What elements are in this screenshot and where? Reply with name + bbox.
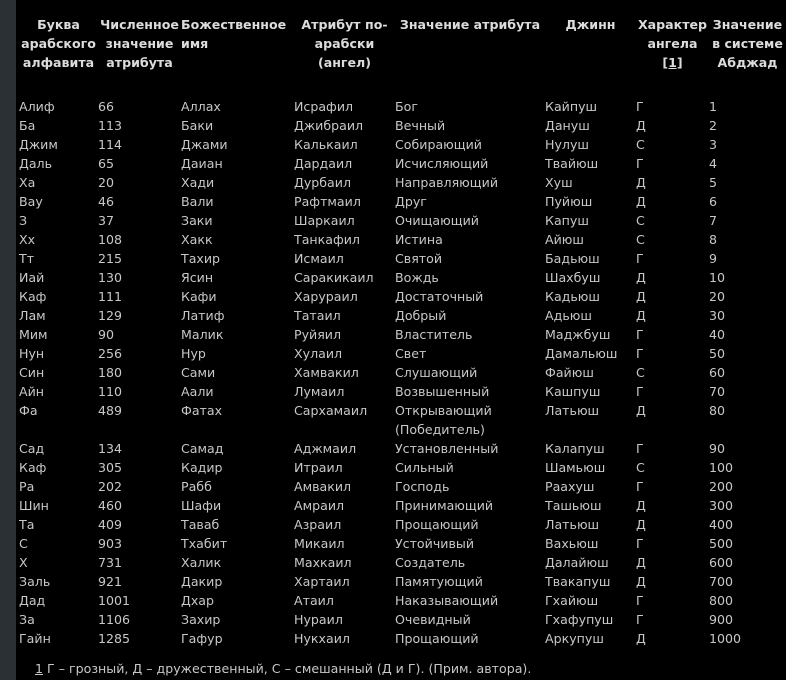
cell-jinn: Твайюш (545, 156, 599, 171)
cell-letter: Син (19, 365, 45, 380)
table-row (19, 610, 786, 629)
cell-character: С (636, 213, 645, 228)
cell-abjad: 2 (709, 118, 718, 133)
cell-attribute-arabic: Азраил (294, 517, 342, 532)
cell-divine-name: Самад (181, 441, 224, 456)
cell-numeric: 921 (98, 574, 123, 589)
table-row (19, 116, 786, 135)
cell-character: Д (636, 555, 646, 570)
cell-meaning: Свет (395, 346, 427, 361)
cell-abjad: 90 (709, 441, 726, 456)
header-abjad: Значение в системе Абджад (712, 17, 783, 70)
cell-meaning: Властитель (395, 327, 473, 342)
cell-abjad: 1000 (709, 631, 742, 646)
cell-divine-name: Ясин (181, 270, 214, 285)
cell-character: Д (636, 118, 646, 133)
cell-attribute-arabic: Лумаил (294, 384, 345, 399)
table-row (19, 515, 786, 534)
cell-meaning: Вождь (395, 270, 439, 285)
cell-jinn: Бадьюш (545, 251, 600, 266)
cell-divine-name: Гафур (181, 631, 223, 646)
cell-numeric: 134 (98, 441, 123, 456)
cell-divine-name: Шафи (181, 498, 222, 513)
table-row (19, 249, 786, 268)
cell-divine-name: Кадир (181, 460, 223, 475)
cell-character: Г (636, 251, 644, 266)
cell-attribute-arabic: Хартаил (294, 574, 350, 589)
cell-divine-name: Захир (181, 612, 221, 627)
cell-meaning: Сильный (395, 460, 454, 475)
header-character (636, 15, 709, 97)
cell-character: Г (636, 441, 644, 456)
cell-character: С (636, 137, 645, 152)
cell-attribute-arabic: Дардаил (294, 156, 353, 171)
cell-jinn: Дануш (545, 118, 590, 133)
cell-numeric: 215 (98, 251, 123, 266)
cell-attribute-arabic: Микаил (294, 536, 345, 551)
cell-letter: Ха (19, 175, 36, 190)
cell-abjad: 600 (709, 555, 734, 570)
cell-attribute-arabic: Дурбаил (294, 175, 352, 190)
table-row (19, 629, 786, 648)
table-row (19, 534, 786, 553)
cell-divine-name: Даиан (181, 156, 223, 171)
cell-jinn: Файюш (545, 365, 594, 380)
table-row (19, 325, 786, 344)
cell-attribute-arabic: Шаркаил (294, 213, 355, 228)
cell-letter: Заль (19, 574, 51, 589)
cell-character: Д (636, 308, 646, 323)
abjad-table (19, 15, 786, 648)
header-meaning: Значение атрибута (399, 17, 541, 32)
cell-abjad: 10 (709, 270, 726, 285)
cell-divine-name: Аллах (181, 99, 221, 114)
cell-numeric: 46 (98, 194, 115, 209)
cell-character: Д (636, 403, 646, 418)
cell-abjad: 8 (709, 232, 718, 247)
cell-meaning: Памятующий (395, 574, 483, 589)
cell-letter: Айн (19, 384, 45, 399)
table-row (19, 591, 786, 610)
cell-meaning: Бог (395, 99, 418, 114)
cell-divine-name: Вали (181, 194, 214, 209)
cell-jinn: Ташьюш (545, 498, 602, 513)
cell-meaning: Достаточный (395, 289, 484, 304)
cell-letter: Та (19, 517, 35, 532)
table-row (19, 458, 786, 477)
cell-numeric: 129 (98, 308, 123, 323)
cell-character: Д (636, 631, 646, 646)
cell-jinn: Шахбуш (545, 270, 601, 285)
cell-jinn: Вахьюш (545, 536, 599, 551)
cell-numeric: 108 (98, 232, 123, 247)
cell-abjad: 400 (709, 517, 734, 532)
cell-letter: Гайн (19, 631, 51, 646)
cell-numeric: 113 (98, 118, 123, 133)
table-row (19, 268, 786, 287)
cell-attribute-arabic: Исрафил (294, 99, 354, 114)
cell-abjad: 800 (709, 593, 734, 608)
cell-meaning: Собирающий (395, 137, 482, 152)
table-row (19, 97, 786, 116)
cell-numeric: 37 (98, 213, 115, 228)
table-row (19, 192, 786, 211)
header-row (19, 15, 786, 97)
cell-divine-name: Хакк (181, 232, 213, 247)
cell-character: Д (636, 194, 646, 209)
table-row (19, 230, 786, 249)
cell-jinn: Раахуш (545, 479, 595, 494)
header-character-label: Характер ангела (637, 17, 708, 51)
cell-meaning: Добрый (395, 308, 447, 323)
cell-meaning: Вечный (395, 118, 446, 133)
cell-meaning: Установленный (395, 441, 499, 456)
cell-letter: Шин (19, 498, 49, 513)
cell-divine-name: Таваб (181, 517, 220, 532)
cell-divine-name: Халик (181, 555, 222, 570)
header-numeric: Численное значение атрибута (100, 17, 179, 70)
cell-letter: Каф (19, 289, 47, 304)
cell-meaning: Направляющий (395, 175, 499, 190)
cell-attribute-arabic: Руйяил (294, 327, 342, 342)
cell-numeric: 114 (98, 137, 123, 152)
cell-abjad: 4 (709, 156, 718, 171)
cell-character: Г (636, 99, 644, 114)
cell-divine-name: Фатах (181, 403, 223, 418)
cell-numeric: 66 (98, 99, 115, 114)
cell-meaning: Прощающий (395, 517, 479, 532)
cell-meaning: Господь (395, 479, 450, 494)
cell-meaning: Прощающий (395, 631, 479, 646)
cell-abjad: 20 (709, 289, 726, 304)
cell-divine-name: Аали (181, 384, 214, 399)
cell-numeric: 202 (98, 479, 123, 494)
cell-numeric: 903 (98, 536, 123, 551)
cell-letter: Хх (19, 232, 36, 247)
cell-letter: Ба (19, 118, 36, 133)
cell-jinn: Дамальюш (545, 346, 618, 361)
cell-abjad: 5 (709, 175, 718, 190)
cell-character: С (636, 460, 645, 475)
cell-attribute-arabic: Татаил (294, 308, 341, 323)
cell-attribute-arabic: Хулаил (294, 346, 343, 361)
cell-letter: Х (19, 555, 28, 570)
table-row (19, 173, 786, 192)
cell-abjad: 40 (709, 327, 726, 342)
table-row (19, 306, 786, 325)
cell-numeric: 460 (98, 498, 123, 513)
cell-attribute-arabic: Джибраил (294, 118, 364, 133)
cell-divine-name: Дхар (181, 593, 215, 608)
cell-attribute-arabic: Амвакил (294, 479, 352, 494)
cell-divine-name: Баки (181, 118, 214, 133)
cell-abjad: 3 (709, 137, 718, 152)
cell-jinn: Капуш (545, 213, 589, 228)
cell-meaning: Открывающий (Победитель) (395, 403, 492, 437)
table-body (19, 97, 786, 648)
cell-letter: Мим (19, 327, 48, 342)
cell-character: Д (636, 574, 646, 589)
cell-divine-name: Дакир (181, 574, 223, 589)
cell-character: Г (636, 346, 644, 361)
footnote-mark[interactable]: 1 (35, 661, 44, 676)
cell-meaning: Наказывающий (395, 593, 499, 608)
cell-letter: Тт (19, 251, 35, 266)
cell-attribute-arabic: Сархамаил (294, 403, 368, 418)
cell-divine-name: Тахир (181, 251, 221, 266)
table-row (19, 439, 786, 458)
cell-divine-name: Тхабит (181, 536, 228, 551)
cell-meaning: Возвышенный (395, 384, 490, 399)
footnote-text: Г – грозный, Д – дружественный, С – смешанный (Д и Г). (Прим. автора). (43, 661, 532, 676)
cell-character: Г (636, 536, 644, 551)
cell-attribute-arabic: Хамвакил (294, 365, 359, 380)
table-row (19, 572, 786, 591)
cell-character: С (636, 232, 645, 247)
cell-jinn: Гхайюш (545, 593, 599, 608)
cell-attribute-arabic: Исмаил (294, 251, 344, 266)
cell-attribute-arabic: Махкаил (294, 555, 352, 570)
cell-meaning: Святой (395, 251, 443, 266)
cell-abjad: 900 (709, 612, 734, 627)
cell-meaning: Устойчивый (395, 536, 474, 551)
cell-numeric: 65 (98, 156, 115, 171)
cell-abjad: 100 (709, 460, 734, 475)
footnote-ref-link[interactable]: [1] (662, 55, 683, 70)
table-row (19, 154, 786, 173)
cell-attribute-arabic: Калькаил (294, 137, 358, 152)
cell-numeric: 90 (98, 327, 115, 342)
header-attribute-arabic: Атрибут по-арабски (ангел) (301, 17, 388, 70)
cell-attribute-arabic: Нукхаил (294, 631, 350, 646)
cell-letter: За (19, 612, 35, 627)
cell-letter: З (19, 213, 28, 228)
cell-abjad: 50 (709, 346, 726, 361)
cell-attribute-arabic: Амраил (294, 498, 345, 513)
header-letter: Буква арабского алфавита (21, 17, 96, 70)
cell-numeric: 20 (98, 175, 115, 190)
cell-abjad: 9 (709, 251, 718, 266)
cell-divine-name: Хади (181, 175, 215, 190)
cell-abjad: 60 (709, 365, 726, 380)
cell-divine-name: Рабб (181, 479, 212, 494)
cell-attribute-arabic: Нураил (294, 612, 343, 627)
cell-attribute-arabic: Аджмаил (294, 441, 357, 456)
cell-jinn: Нулуш (545, 137, 589, 152)
table-row (19, 363, 786, 382)
cell-abjad: 500 (709, 536, 734, 551)
cell-character: Г (636, 156, 644, 171)
cell-numeric: 1285 (98, 631, 131, 646)
cell-attribute-arabic: Танкафил (294, 232, 360, 247)
cell-letter: С (19, 536, 28, 551)
cell-letter: Нун (19, 346, 45, 361)
cell-letter: Алиф (19, 99, 55, 114)
cell-abjad: 70 (709, 384, 726, 399)
cell-character: Г (636, 479, 644, 494)
cell-numeric: 409 (98, 517, 123, 532)
cell-divine-name: Джами (181, 137, 228, 152)
cell-attribute-arabic: Саракикаил (294, 270, 374, 285)
cell-character: С (636, 365, 645, 380)
table-row (19, 401, 786, 439)
cell-abjad: 300 (709, 498, 734, 513)
cell-meaning: Очищающий (395, 213, 479, 228)
cell-jinn: Айюш (545, 232, 584, 247)
cell-numeric: 111 (98, 289, 123, 304)
cell-attribute-arabic: Итраил (294, 460, 343, 475)
cell-numeric: 305 (98, 460, 123, 475)
cell-numeric: 731 (98, 555, 123, 570)
cell-character: Д (636, 517, 646, 532)
cell-meaning: Слушающий (395, 365, 478, 380)
cell-numeric: 1001 (98, 593, 131, 608)
table-row (19, 135, 786, 154)
cell-abjad: 7 (709, 213, 718, 228)
cell-letter: Каф (19, 460, 47, 475)
cell-letter: Дад (19, 593, 46, 608)
cell-jinn: Пуйюш (545, 194, 593, 209)
cell-attribute-arabic: Харураил (294, 289, 358, 304)
cell-abjad: 700 (709, 574, 734, 589)
table-row (19, 477, 786, 496)
cell-numeric: 256 (98, 346, 123, 361)
cell-character: Г (636, 384, 644, 399)
cell-divine-name: Кафи (181, 289, 217, 304)
cell-jinn: Калапуш (545, 441, 605, 456)
cell-jinn: Кайпуш (545, 99, 598, 114)
table-row (19, 287, 786, 306)
cell-letter: Даль (19, 156, 53, 171)
cell-abjad: 6 (709, 194, 718, 209)
cell-character: Д (636, 498, 646, 513)
cell-meaning: Принимающий (395, 498, 494, 513)
cell-jinn: Гхафупуш (545, 612, 614, 627)
cell-jinn: Твакапуш (545, 574, 611, 589)
cell-divine-name: Нур (181, 346, 206, 361)
cell-jinn: Маджбуш (545, 327, 611, 342)
table-row (19, 211, 786, 230)
cell-letter: Вау (19, 194, 43, 209)
cell-abjad: 1 (709, 99, 718, 114)
table-row (19, 344, 786, 363)
cell-letter: Джим (19, 137, 58, 152)
cell-numeric: 1106 (98, 612, 131, 627)
header-jinn: Джинн (565, 17, 616, 32)
cell-letter: Ра (19, 479, 35, 494)
table-row (19, 496, 786, 515)
cell-jinn: Кадьюш (545, 289, 600, 304)
cell-meaning: Истина (395, 232, 443, 247)
cell-numeric: 489 (98, 403, 123, 418)
cell-letter: Фа (19, 403, 38, 418)
cell-character: Д (636, 270, 646, 285)
cell-jinn: Латьюш (545, 517, 600, 532)
cell-meaning: Друг (395, 194, 427, 209)
cell-divine-name: Латиф (181, 308, 225, 323)
cell-numeric: 110 (98, 384, 123, 399)
cell-divine-name: Малик (181, 327, 224, 342)
cell-attribute-arabic: Атаил (294, 593, 334, 608)
cell-jinn: Далайюш (545, 555, 609, 570)
cell-character: Г (636, 593, 644, 608)
cell-divine-name: Заки (181, 213, 213, 228)
footnote (35, 661, 531, 676)
cell-character: Г (636, 327, 644, 342)
cell-jinn: Латьюш (545, 403, 600, 418)
cell-divine-name: Сами (181, 365, 216, 380)
cell-meaning: Очевидный (395, 612, 471, 627)
cell-letter: Сад (19, 441, 45, 456)
cell-character: Д (636, 289, 646, 304)
cell-jinn: Шамьюш (545, 460, 606, 475)
cell-abjad: 80 (709, 403, 726, 418)
cell-letter: Иай (19, 270, 45, 285)
cell-attribute-arabic: Рафтмаил (294, 194, 361, 209)
table-row (19, 553, 786, 572)
cell-abjad: 200 (709, 479, 734, 494)
header-divine-name: Божественное имя (181, 17, 287, 51)
table-row (19, 382, 786, 401)
cell-character: Г (636, 612, 644, 627)
cell-letter: Лам (19, 308, 46, 323)
cell-meaning: Исчисляющий (395, 156, 489, 171)
cell-character: Д (636, 175, 646, 190)
cell-meaning: Создатель (395, 555, 466, 570)
cell-jinn: Кашпуш (545, 384, 601, 399)
cell-abjad: 30 (709, 308, 726, 323)
cell-numeric: 130 (98, 270, 123, 285)
cell-jinn: Аркупуш (545, 631, 604, 646)
cell-numeric: 180 (98, 365, 123, 380)
cell-jinn: Хуш (545, 175, 573, 190)
cell-jinn: Адьюш (545, 308, 592, 323)
